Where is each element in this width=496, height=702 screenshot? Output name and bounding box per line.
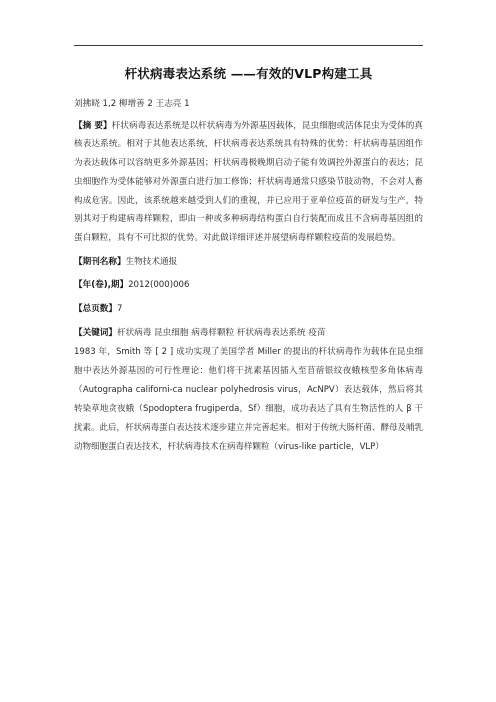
abstract-paragraph — [74, 117, 423, 248]
header-rule — [74, 45, 423, 46]
article-title: 杆状病毒表达系统 ——有效的VLP构建工具 — [124, 66, 373, 81]
keywords-line — [74, 324, 423, 343]
body-paragraph: 1983 年，Smith 等 [ 2 ] 成功实现了美国学者 Miller 的提出的杆状病毒作为载体在昆虫细胞中表达外源基因的可行性理论：他们将干扰素基因插入至苜蓿银纹夜蛾核型多角体病毒（Autographa californi-ca nuclear polyhedrosis virus，AcNPV）表达载体，然后将其转染草地贪夜蛾（Spodoptera frugiperda，Sf）细胞，成功表达了具有生物活性的人 β 干扰素。此后，杆状病毒蛋白表达技术逐步建立并完善起来。相对于传统大肠杆菌、酵母及哺乳动物细胞蛋白表达技术，杆状病毒技术在病毒样颗粒（virus-like particle，VLP） — [74, 347, 423, 453]
year-issue-label: 【年(卷),期】 — [74, 280, 129, 291]
keywords-value: 杆状病毒 昆虫细胞 病毒样颗粒 杆状病毒表达系统 疫苗 — [116, 327, 326, 338]
total-pages-label: 【总页数】 — [74, 304, 117, 315]
total-pages-line — [74, 300, 423, 319]
author-line: 刘拂晓 1,2 柳增善 2 王志亮 1 — [74, 99, 190, 109]
journal-label: 【期刊名称】 — [74, 256, 126, 267]
year-issue-line — [74, 276, 423, 295]
journal-line — [74, 253, 423, 272]
total-pages-value: 7 — [116, 304, 123, 315]
article-content — [74, 95, 423, 457]
keywords-label: 【关键词】 — [74, 327, 117, 338]
year-issue-value: 2012(000)006 — [128, 280, 190, 291]
journal-value: 生物技术通报 — [125, 256, 178, 267]
abstract-label: 【摘 要】 — [74, 120, 112, 131]
abstract-text: 杆状病毒表达系统是以杆状病毒为外源基因载体，昆虫细胞或活体昆虫为受体的真核表达系统。相对于其他表达系统，杆状病毒表达系统具有特殊的优势：杆状病毒基因组作为表达载体可以容纳更多外源基因；杆状病毒极晚期启动子能有效调控外源蛋白的表达；昆虫细胞作为受体能够对外源蛋白进行加工修饰；杆状病毒通常只感染节肢动物，不会对人畜构成危害。因此，该系统越来越受到人们的重视，并已应用于亚单位疫苗的研发与生产，特别其对于构建病毒样颗粒，即由一种或多种病毒结构蛋白自行装配而成且不含病毒基因组的蛋白颗粒，具有不可比拟的优势。对此做详细评述并展望病毒样颗粒疫苗的发展趋势。 — [74, 120, 423, 243]
